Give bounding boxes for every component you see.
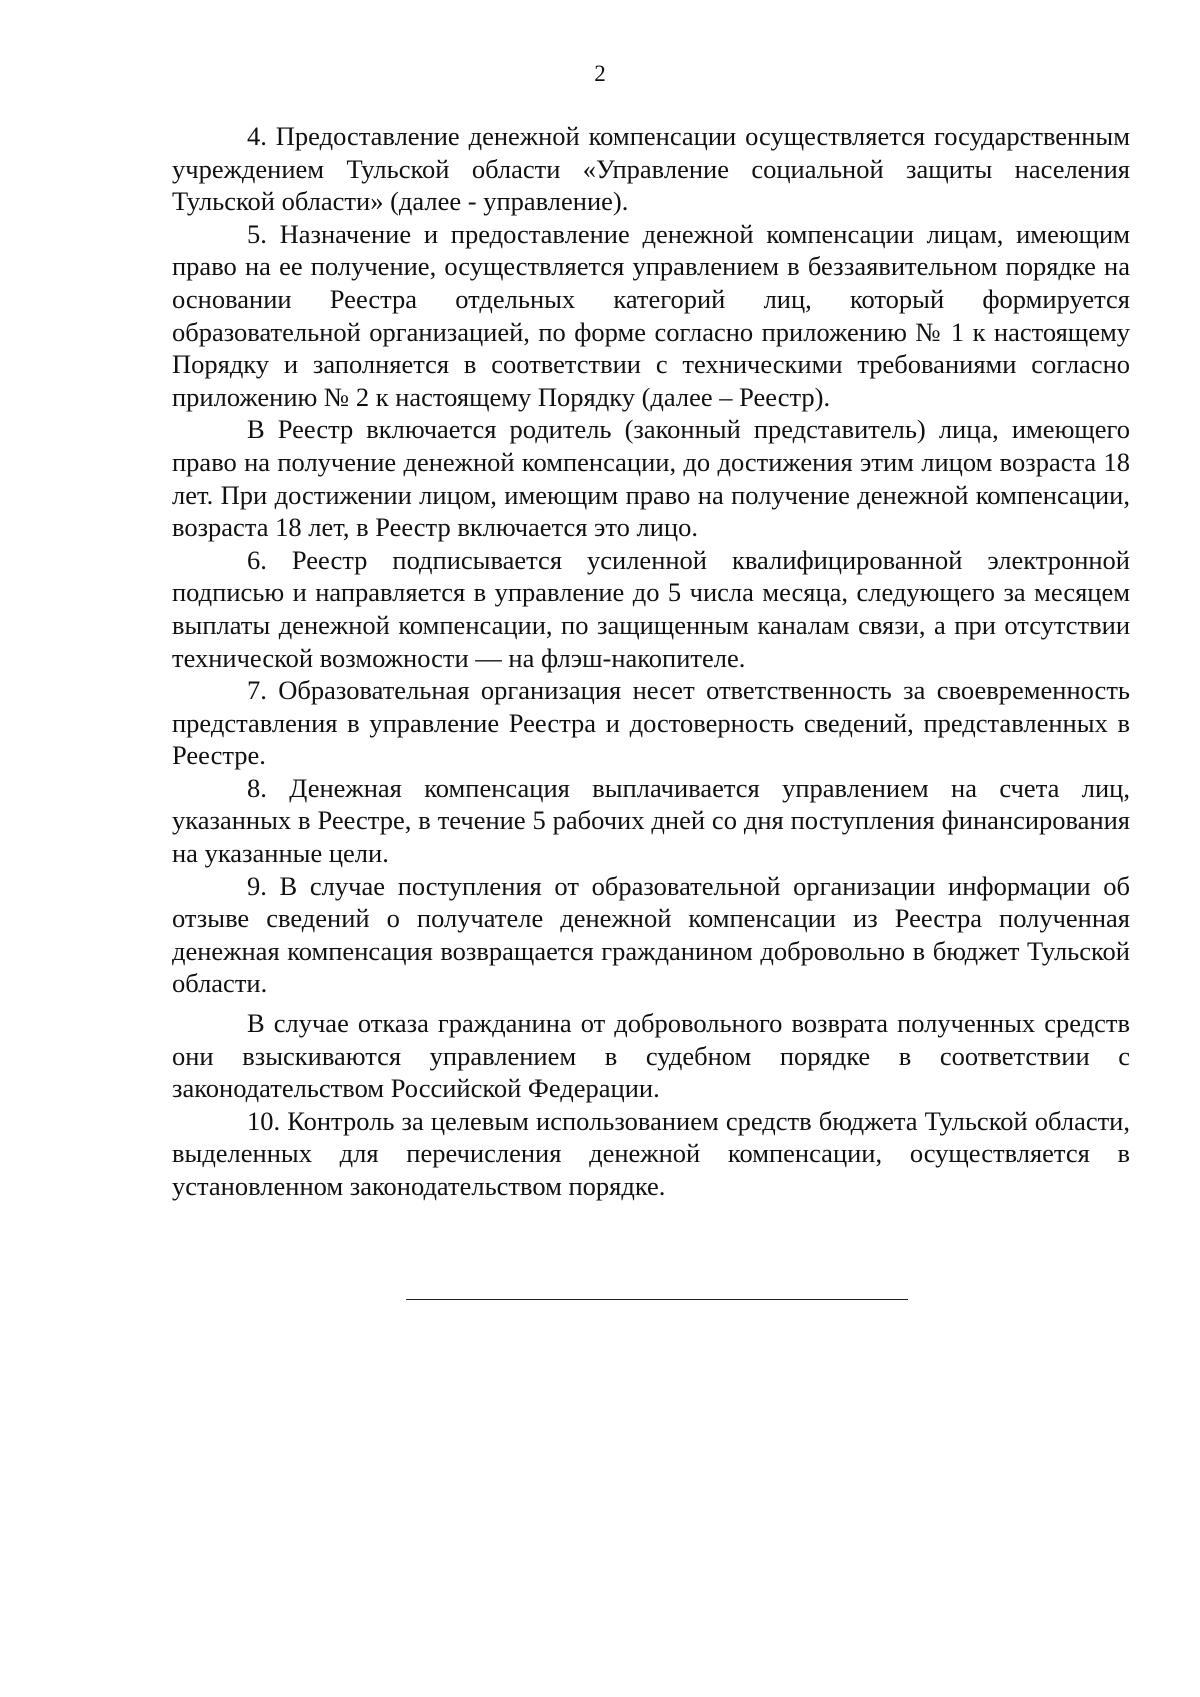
paragraph-4: 4. Предоставление денежной компенсации осуществляется государственным учреждением Тульской области «Управление социальной защиты населения Тульской области» (далее - управление). [172, 121, 1130, 217]
paragraph-10: 10. Контроль за целевым использованием средств бюджета Тульской области, выделенных для перечисления денежной компенсации, осуществляется в установленном законодательством порядке. [172, 1105, 1130, 1201]
paragraph-8: 8. Денежная компенсация выплачивается управлением на счета лиц, указанных в Реестре, в течение 5 рабочих дней со дня поступления финансирования на указанные цели. [172, 772, 1130, 869]
paragraph-9: 9. В случае поступления от образовательной организации информации об отзыве сведений о получателе денежной компенсации из Реестра полученная денежная компенсация возвращается гражданином добровольно в бюджет Тульской области. [172, 870, 1130, 999]
paragraph-7: 7. Образовательная организация несет ответственность за своевременность представления в управление Реестра и достоверность сведений, представленных в Реестре. [172, 675, 1130, 771]
paragraph-6: 6. Реестр подписывается усиленной квалифицированной электронной подписью и направляется в управление до 5 числа месяца, следующего за месяцем выплаты денежной компенсации, по защищенным каналам связи, а при отсутствии технической возможности — на флэш-накопителе. [172, 544, 1130, 673]
page-number: 2 [594, 61, 606, 86]
end-of-text-rule [406, 1299, 908, 1300]
paragraph-9-refusal: В случае отказа гражданина от добровольного возврата полученных средств они взыскиваются управлением в судебном порядке в соответствии с законодательством Российской Федерации. [172, 1008, 1130, 1104]
paragraph-5: 5. Назначение и предоставление денежной компенсации лицам, имеющим право на ее получение, осуществляется управлением в беззаявительном порядке на основании Реестра отдельных категорий лиц, который формируется образовательной организацией, по форме согласно приложению № 1 к настоящему Порядку и заполняется в соответствии с техническими требованиями согласно приложению № 2 к настоящему Порядку (далее – Реестр). [172, 218, 1130, 412]
paragraph-5-registry-inclusion: В Реестр включается родитель (законный представитель) лица, имеющего право на получение денежной компенсации, до достижения этим лицом возраста 18 лет. При достижении лицом, имеющим право на получение денежной компенсации, возраста 18 лет, в Реестр включается это лицо. [172, 414, 1130, 543]
document-body [172, 120, 1130, 1203]
